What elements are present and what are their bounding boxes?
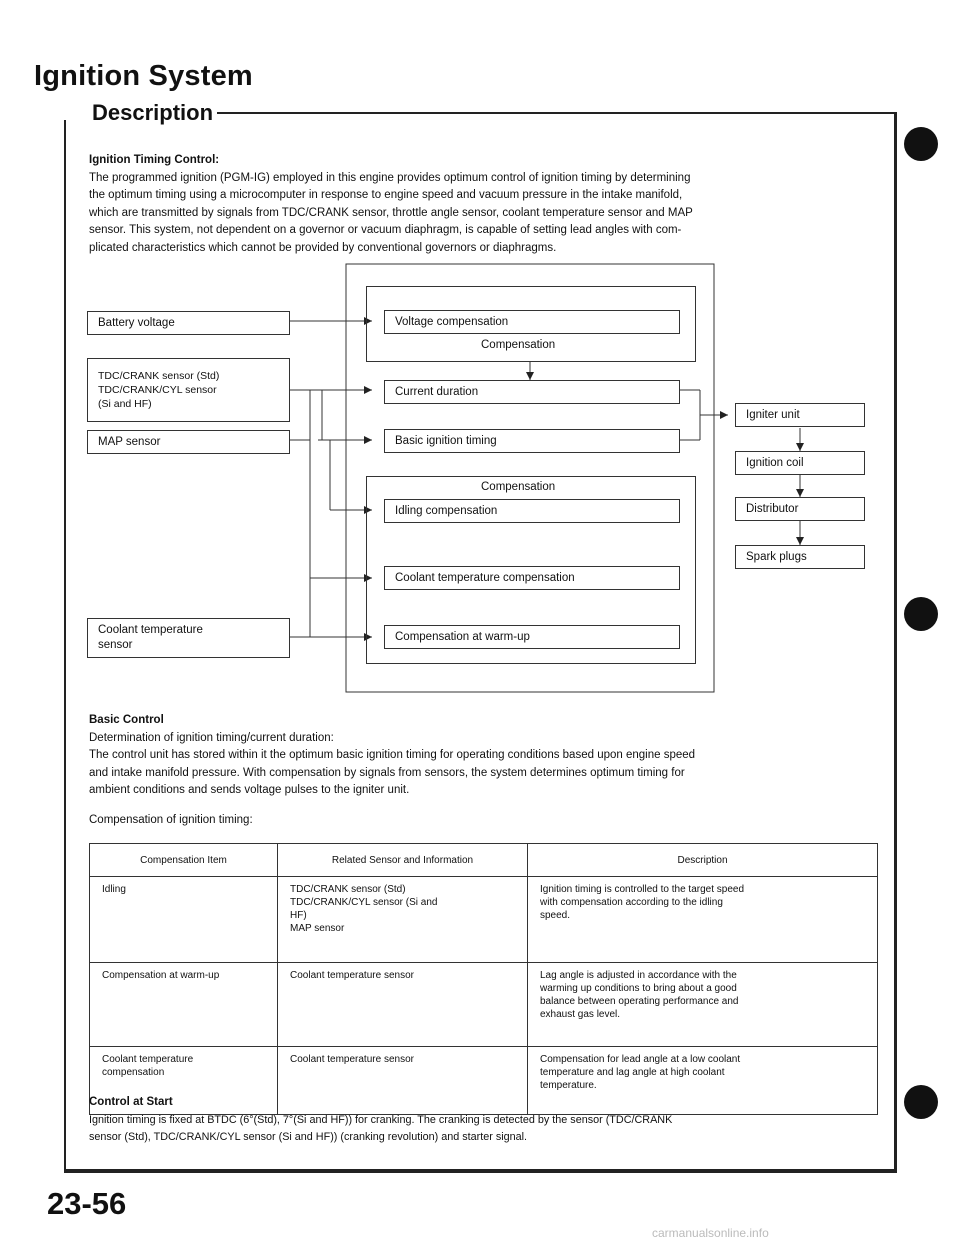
control-at-start-heading: Control at Start [89, 1096, 173, 1108]
timing-line: which are transmitted by signals from TDC/CRANK sensor, throttle angle sensor, coolant temperature sensor and MAP [89, 206, 693, 219]
table-cell-item [90, 963, 278, 1047]
control-at-start-line: sensor (Std), TDC/CRANK/CYL sensor (Si and HF)) (cranking revolution) and starter signal. [89, 1131, 528, 1143]
basic-control-line: and intake manifold pressure. With compensation by signals from sensors, the system determines optimum timing for [89, 766, 685, 779]
sensor-line: Coolant temperature sensor [290, 970, 414, 981]
tdc-sensor-label: (Si and HF) [98, 398, 152, 410]
compensation-label: Compensation [481, 481, 556, 493]
table-header-row [90, 844, 878, 877]
item-text: Compensation at warm-up [102, 970, 220, 981]
timing-line: plicated characteristics which cannot be provided by conventional governors or diaphragms. [89, 241, 557, 254]
tdc-sensor-label: TDC/CRANK sensor (Std) [98, 370, 220, 382]
sensor-line: MAP sensor [290, 923, 345, 934]
table-row [90, 963, 878, 1047]
basic-ignition-timing-label: Basic ignition timing [395, 435, 497, 447]
igniter-unit-label: Igniter unit [746, 409, 800, 421]
page-title: Ignition System [34, 60, 253, 92]
control-at-start-section [89, 1094, 889, 1147]
page-number: 23-56 [47, 1186, 127, 1221]
spark-plugs-box [735, 545, 865, 569]
compensation-label: Compensation [481, 339, 556, 351]
table-row [90, 877, 878, 963]
basic-control-line: ambient conditions and sends voltage pulses to the igniter unit. [89, 784, 410, 796]
description-line: balance between operating performance and [540, 996, 739, 1007]
basic-control-heading: Basic Control [89, 714, 164, 726]
basic-control-section [89, 712, 879, 829]
tdc-sensor-label: TDC/CRANK/CYL sensor [98, 384, 217, 396]
basic-control-line: Determination of ignition timing/current duration: [89, 731, 334, 744]
table-header-cell: Related Sensor and Information [278, 844, 528, 877]
current-duration-label: Current duration [395, 386, 479, 398]
coolant-sensor-label: sensor [98, 639, 133, 651]
timing-line: the optimum timing using a microcomputer in response to engine speed and vacuum pressure in the intake manifold, [89, 189, 683, 201]
binder-hole-icon [904, 1085, 938, 1119]
description-line: temperature. [540, 1080, 597, 1091]
voltage-compensation-box [384, 310, 680, 334]
sensor-line: Coolant temperature sensor [290, 1054, 414, 1065]
current-duration-box [384, 380, 680, 404]
description-line: exhaust gas level. [540, 1009, 621, 1020]
sensor-line: TDC/CRANK/CYL sensor (Si and [290, 897, 438, 908]
timing-heading: Ignition Timing Control: [89, 154, 220, 166]
igniter-unit-box [735, 403, 865, 427]
description-line: speed. [540, 910, 571, 921]
compensation-table [89, 843, 878, 1115]
basic-control-line: The control unit has stored within it the optimum basic ignition timing for operating conditions based upon engine speed [89, 749, 696, 761]
coolant-temperature-compensation-label: Coolant temperature compensation [395, 572, 575, 584]
map-sensor-label: MAP sensor [98, 436, 161, 448]
section-heading: Description [88, 100, 217, 126]
table-cell-item: Idling [90, 877, 278, 963]
distributor-box [735, 497, 865, 521]
table-cell-sensor [278, 877, 528, 963]
coolant-temperature-compensation-box [384, 566, 680, 590]
warm-up-compensation-label: Compensation at warm-up [395, 631, 530, 643]
battery-voltage-label: Battery voltage [98, 317, 175, 329]
control-at-start-line: Ignition timing is fixed at BTDC (6°(Std), 7°(Si and HF)) for cranking. The cranking is detected by the sensor (TDC/CRANK [89, 1113, 673, 1126]
table-cell-sensor [278, 963, 528, 1047]
tdc-sensor-box [87, 358, 290, 422]
description-line: Ignition timing is controlled to the target speed [540, 884, 745, 895]
idling-compensation-box [384, 499, 680, 523]
description-line: Compensation for lead angle at a low coolant [540, 1054, 741, 1065]
map-sensor-box [87, 430, 290, 454]
compensation-intro: Compensation of ignition timing: [89, 813, 253, 826]
ignition-coil-label: Ignition coil [746, 457, 804, 469]
basic-ignition-timing-box [384, 429, 680, 453]
warm-up-compensation-box [384, 625, 680, 649]
timing-line: sensor. This system, not dependent on a governor or vacuum diaphragm, is capable of setting lead angles with com- [89, 224, 682, 236]
idling-compensation-label: Idling compensation [395, 505, 498, 517]
voltage-compensation-label: Voltage compensation [395, 316, 509, 328]
battery-voltage-box [87, 311, 290, 335]
coolant-sensor-box [87, 618, 290, 658]
spark-plugs-label: Spark plugs [746, 551, 807, 563]
description-line: temperature and lag angle at high coolant [540, 1067, 725, 1078]
watermark: carmanualsonline.info [652, 1226, 769, 1240]
item-text: Coolant temperature compensation [102, 1054, 194, 1078]
table-cell-description [528, 963, 878, 1047]
description-line: Lag angle is adjusted in accordance with the [540, 970, 737, 981]
description-line: warming up conditions to bring about a good [540, 983, 737, 994]
table-cell-description [528, 877, 878, 963]
distributor-label: Distributor [746, 503, 799, 515]
description-line: with compensation according to the idling [540, 897, 723, 908]
sensor-line: HF) [290, 910, 307, 921]
table-header-cell: Description [528, 844, 878, 877]
coolant-sensor-label: Coolant temperature [98, 624, 203, 636]
ignition-coil-box [735, 451, 865, 475]
table-header-cell: Compensation Item [90, 844, 278, 877]
sensor-line: TDC/CRANK sensor (Std) [290, 884, 406, 895]
timing-line: The programmed ignition (PGM-IG) employed in this engine provides optimum control of ignition timing by determining [89, 171, 691, 184]
